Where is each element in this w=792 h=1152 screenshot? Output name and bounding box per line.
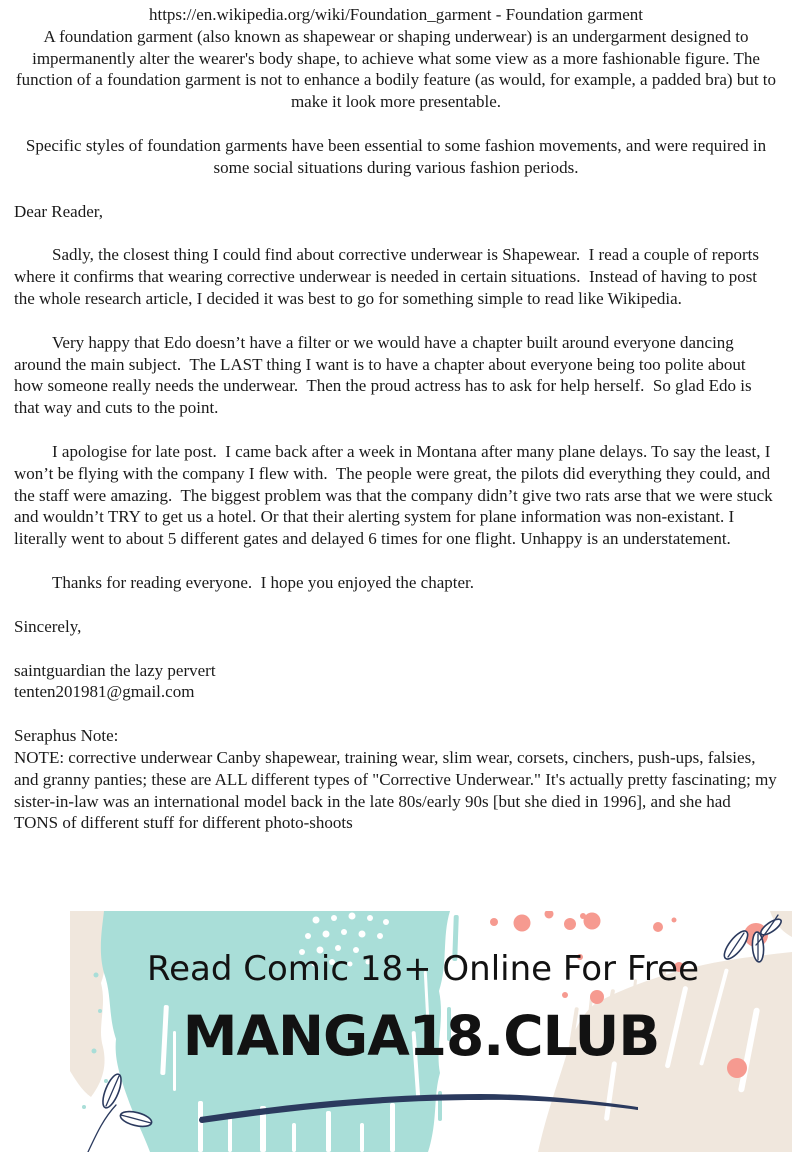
banner-site-name: MANGA18.CLUB [182,1004,660,1068]
wiki-quote-paragraph-2: Specific styles of foundation garments have been essential to some fashion movements, and were required in some social situations during various fashion periods. [25,135,771,177]
letter-closing: Sincerely, [14,616,82,636]
letter-paragraph: Very happy that Edo doesn’t have a filter or we would have a chapter built around everyone dancing around the main subject. The LAST thing I want is to have a chapter about everyone being too polite about how someone really needs the underwear. Then the proud actress has to ask for help herself. So glad Edo is that way and cuts to the point. [14,332,756,418]
authors-note-document [14,4,782,834]
letter-paragraph: Thanks for reading everyone. I hope you enjoyed the chapter. [52,572,475,592]
wiki-quote-paragraph-1: A foundation garment (also known as shapewear or shaping underwear) is an undergarment designed to impermanently alter the wearer's body shape, to achieve what some view as a more fashionable figure. The function of a foundation garment is not to enhance a bodily feature (as would, for example, a padded bra) but to make it look more presentable. [15,26,781,112]
signature-name: saintguardian the lazy pervert [14,660,216,680]
banner-tagline: Read Comic 18+ Online For Free [147,949,699,989]
signature-email: tenten201981@gmail.com [14,682,195,702]
letter-paragraph: I apologise for late post. I came back after a week in Montana after many plane delays. To say the least, I won’t be flying with the company I flew with. The people were great, the pilots did everything they could, and the staff were amazing. The biggest problem was that the company didn’t give two rats arse that we were stuck and wouldn’t TRY to get us a hotel. Or that their alerting system for plane information was non-existant. I literally went to about 5 different gates and delayed 6 times for one flight. Unhappy is an understatement. [14,441,777,549]
source-url-line: https://en.wikipedia.org/wiki/Foundation_garment - Foundation garment [148,5,644,24]
note-body: NOTE: corrective underwear Canby shapewear, training wear, slim wear, corsets, cinchers, push-ups, falsies, and granny panties; these are ALL different types of "Corrective Underwear." It's actually pretty fascinating; my sister-in-law was an international model back in the late 80s/early 90s [but she died in 1996], and she had TONS of different stuff for different photo-shoots [14,747,782,833]
letter-greeting: Dear Reader, [14,201,103,221]
promo-banner [70,911,792,1152]
note-title: Seraphus Note: [14,726,119,746]
letter-paragraph: Sadly, the closest thing I could find about corrective underwear is Shapewear. I read a couple of reports where it confirms that wearing corrective underwear is needed in certain situations. Instead of having to post the whole research article, I decided it was best to go for something simple to read like Wikipedia. [14,245,764,308]
